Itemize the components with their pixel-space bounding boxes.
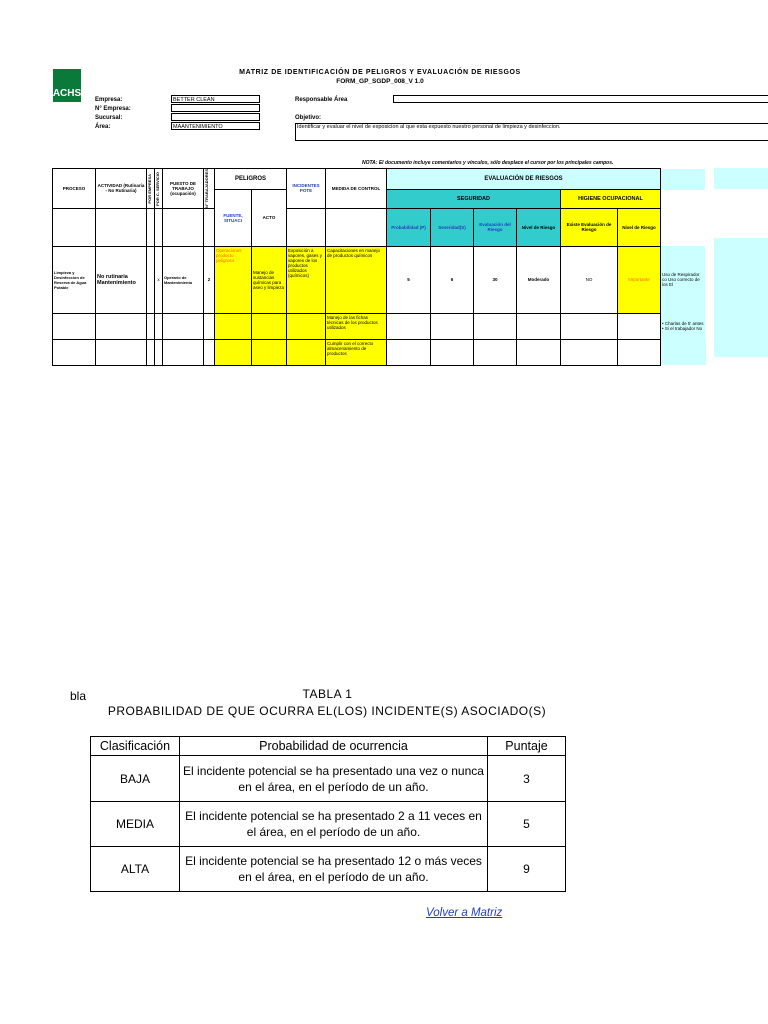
row-clasificacion: ALTA	[91, 847, 180, 892]
tabla1-subtitle: PROBABILIDAD DE QUE OCURRA EL(LOS) INCIDENTE(S) ASOCIADO(S)	[107, 704, 547, 718]
header-spacer	[155, 208, 163, 246]
cell-empty[interactable]	[517, 339, 561, 365]
header-incidentes: INCIDENTES POTE	[287, 169, 326, 209]
cell-empty[interactable]	[618, 313, 661, 339]
cell-empty[interactable]	[147, 339, 155, 365]
responsable-label: Responsable Área	[295, 97, 348, 103]
achs-logo: ACHS	[53, 69, 81, 102]
cell-empty[interactable]	[155, 313, 163, 339]
header-spacer	[326, 208, 387, 246]
cell-empty[interactable]	[387, 313, 431, 339]
header-probabilidad: Probabilidad (P)	[387, 208, 431, 246]
cell-empty[interactable]	[474, 313, 517, 339]
row-puntaje: 5	[488, 802, 566, 847]
cell-empty[interactable]	[53, 313, 96, 339]
cell-actividad[interactable]: No rutinaria Mantenimiento	[96, 246, 147, 313]
header-spacer	[53, 208, 96, 246]
header-evaluacion-riesgo: Evaluación del Riesgo	[474, 208, 517, 246]
cell-probabilidad[interactable]: 5	[387, 246, 431, 313]
cell-empty[interactable]	[215, 313, 252, 339]
header-seguridad: SEGURIDAD	[387, 190, 561, 209]
cell-nivel-ho[interactable]: Importante	[618, 246, 661, 313]
header-n-trabajadores: N° TRABAJADORES	[204, 169, 215, 209]
cell-empty[interactable]	[561, 313, 618, 339]
row-descripcion: El incidente potencial se ha presentado 12 o más veces en el área, en el período de un año.	[180, 847, 488, 892]
side-panel-body	[714, 238, 768, 357]
num-empresa-field[interactable]	[171, 104, 260, 112]
sucursal-field[interactable]	[171, 113, 260, 121]
header-spacer	[287, 208, 326, 246]
cell-medida[interactable]: Capacitaciones en manejo de productos químicos	[326, 246, 387, 313]
empresa-label: Empresa:	[95, 97, 123, 103]
bla-label: bla	[70, 689, 87, 703]
header-spacer	[163, 208, 204, 246]
cell-empty[interactable]	[431, 313, 474, 339]
header-medida: MEDIDA DE CONTROL	[326, 169, 387, 209]
header-fuente: FUENTE, SITUACI	[215, 190, 252, 247]
cell-medida-3[interactable]: Cumplir con el correcto almacenamiento de productos	[326, 339, 387, 365]
cell-empty[interactable]	[163, 339, 204, 365]
col-clasificacion: Clasificación	[91, 737, 180, 756]
col-probabilidad: Probabilidad de ocurrencia	[180, 737, 488, 756]
cell-empty[interactable]	[287, 339, 326, 365]
header-por-c-servicio: POR C. SERVICIO	[155, 169, 163, 209]
num-empresa-label: N° Empresa:	[95, 106, 131, 112]
header-existe-evaluacion: Existe Evaluación de Riesgo	[561, 208, 618, 246]
objetivo-label: Objetivo:	[295, 115, 322, 121]
cell-empty[interactable]	[618, 339, 661, 365]
cell-fuente[interactable]: Operaciones producto peligroso	[215, 246, 252, 313]
cell-empty[interactable]	[561, 339, 618, 365]
risk-matrix-table	[52, 168, 706, 366]
header-por-empresa: POR EMPRESA	[147, 169, 155, 209]
header-nivel-riesgo: Nivel de Riesgo	[517, 208, 561, 246]
cell-empty[interactable]	[252, 339, 287, 365]
cell-empty[interactable]	[96, 339, 147, 365]
probability-table	[90, 736, 566, 892]
cell-extra-1: Uso de Respirador co Uso correcto de los El	[661, 246, 706, 313]
sucursal-label: Sucursal:	[95, 115, 123, 121]
cell-severidad[interactable]: 6	[431, 246, 474, 313]
cell-acto[interactable]: Manejo de sustancias químicas para aseo y limpieza	[252, 246, 287, 313]
nota-text: NOTA: El documento incluye comentarios y vínculos, sólo desplace el cursor por los principales campos.	[362, 160, 614, 166]
cell-empty[interactable]	[147, 313, 155, 339]
cell-incidentes[interactable]: Exposición a vapores, gases y vapores de los productos utilizados (químicos)	[287, 246, 326, 313]
cell-empty[interactable]	[204, 313, 215, 339]
header-extra-2	[661, 190, 706, 209]
cell-empty[interactable]	[287, 313, 326, 339]
header-spacer	[661, 208, 706, 246]
side-panel-top	[714, 168, 768, 189]
header-proceso: PROCESO	[53, 169, 96, 209]
document-title: MATRIZ DE IDENTIFICACIÓN DE PELIGROS Y EVALUACIÓN DE RIESGOS	[239, 69, 521, 76]
cell-empty[interactable]	[387, 339, 431, 365]
header-acto: ACTO	[252, 190, 287, 247]
header-nivel-riesgo-ho: Nivel de Riesgo	[618, 208, 661, 246]
header-spacer	[147, 208, 155, 246]
cell-empty[interactable]	[204, 339, 215, 365]
cell-empty[interactable]	[252, 313, 287, 339]
cell-puesto[interactable]: Operario de Mantenimiento	[163, 246, 204, 313]
header-severidad: Severidad(S)	[431, 208, 474, 246]
cell-empty[interactable]	[96, 313, 147, 339]
row-puntaje: 9	[488, 847, 566, 892]
header-higiene: HIGIENE OCUPACIONAL	[561, 190, 661, 209]
row-descripcion: El incidente potencial se ha presentado 2 a 11 veces en el área, en el período de un año.	[180, 802, 488, 847]
cell-existe[interactable]: NO	[561, 246, 618, 313]
row-clasificacion: MEDIA	[91, 802, 180, 847]
header-evaluacion: EVALUACIÓN DE RIESGOS	[387, 169, 661, 190]
cell-n-trabajadores[interactable]: 2	[204, 246, 215, 313]
cell-por-empresa[interactable]	[147, 246, 155, 313]
cell-por-c-servicio[interactable]: x	[155, 246, 163, 313]
cell-proceso[interactable]: Limpieza y Desinfección de Reserva de Agua Potable	[53, 246, 96, 313]
header-peligros: PELIGROS	[215, 169, 287, 190]
cell-empty[interactable]	[517, 313, 561, 339]
header-spacer	[204, 208, 215, 246]
cell-medida-2[interactable]: Manejo de las fichas técnicas de los productos utilizados	[326, 313, 387, 339]
tabla1-title: TABLA 1	[302, 687, 353, 701]
area-field[interactable]: MAANTENIMIENTO	[171, 122, 260, 130]
objetivo-field[interactable]: Identificar y evaluar el nivel de exposicion al que esta expuesto nuestro personal de limpieza y desinfeccion.	[295, 123, 768, 141]
row-clasificacion: BAJA	[91, 756, 180, 802]
responsable-field[interactable]	[393, 95, 768, 103]
cell-extra-3	[661, 339, 706, 365]
cell-empty[interactable]	[474, 339, 517, 365]
cell-empty[interactable]	[155, 339, 163, 365]
cell-empty[interactable]	[53, 339, 96, 365]
cell-extra-2: • Charlas de 5' antes • Si el trabajador No	[661, 313, 706, 339]
cell-empty[interactable]	[215, 339, 252, 365]
cell-nivel[interactable]: Moderado	[517, 246, 561, 313]
header-spacer	[96, 208, 147, 246]
header-extra	[661, 169, 706, 190]
volver-a-matriz-link[interactable]: Volver a Matriz	[426, 907, 503, 919]
cell-empty[interactable]	[431, 339, 474, 365]
header-puesto: PUESTO DE TRABAJO (ocupación)	[163, 169, 204, 209]
header-actividad: ACTIVIDAD (Rutinaria - No Rutinaria)	[96, 169, 147, 209]
cell-evaluacion[interactable]: 30	[474, 246, 517, 313]
cell-empty[interactable]	[163, 313, 204, 339]
row-puntaje: 3	[488, 756, 566, 802]
col-puntaje: Puntaje	[488, 737, 566, 756]
empresa-field[interactable]: BETTER CLEAN	[171, 95, 260, 103]
form-code: FORM_GP_SGDP_008_V 1.0	[336, 78, 424, 85]
row-descripcion: El incidente potencial se ha presentado una vez o nunca en el área, en el período de un año.	[180, 756, 488, 802]
area-label: Área:	[95, 124, 111, 130]
